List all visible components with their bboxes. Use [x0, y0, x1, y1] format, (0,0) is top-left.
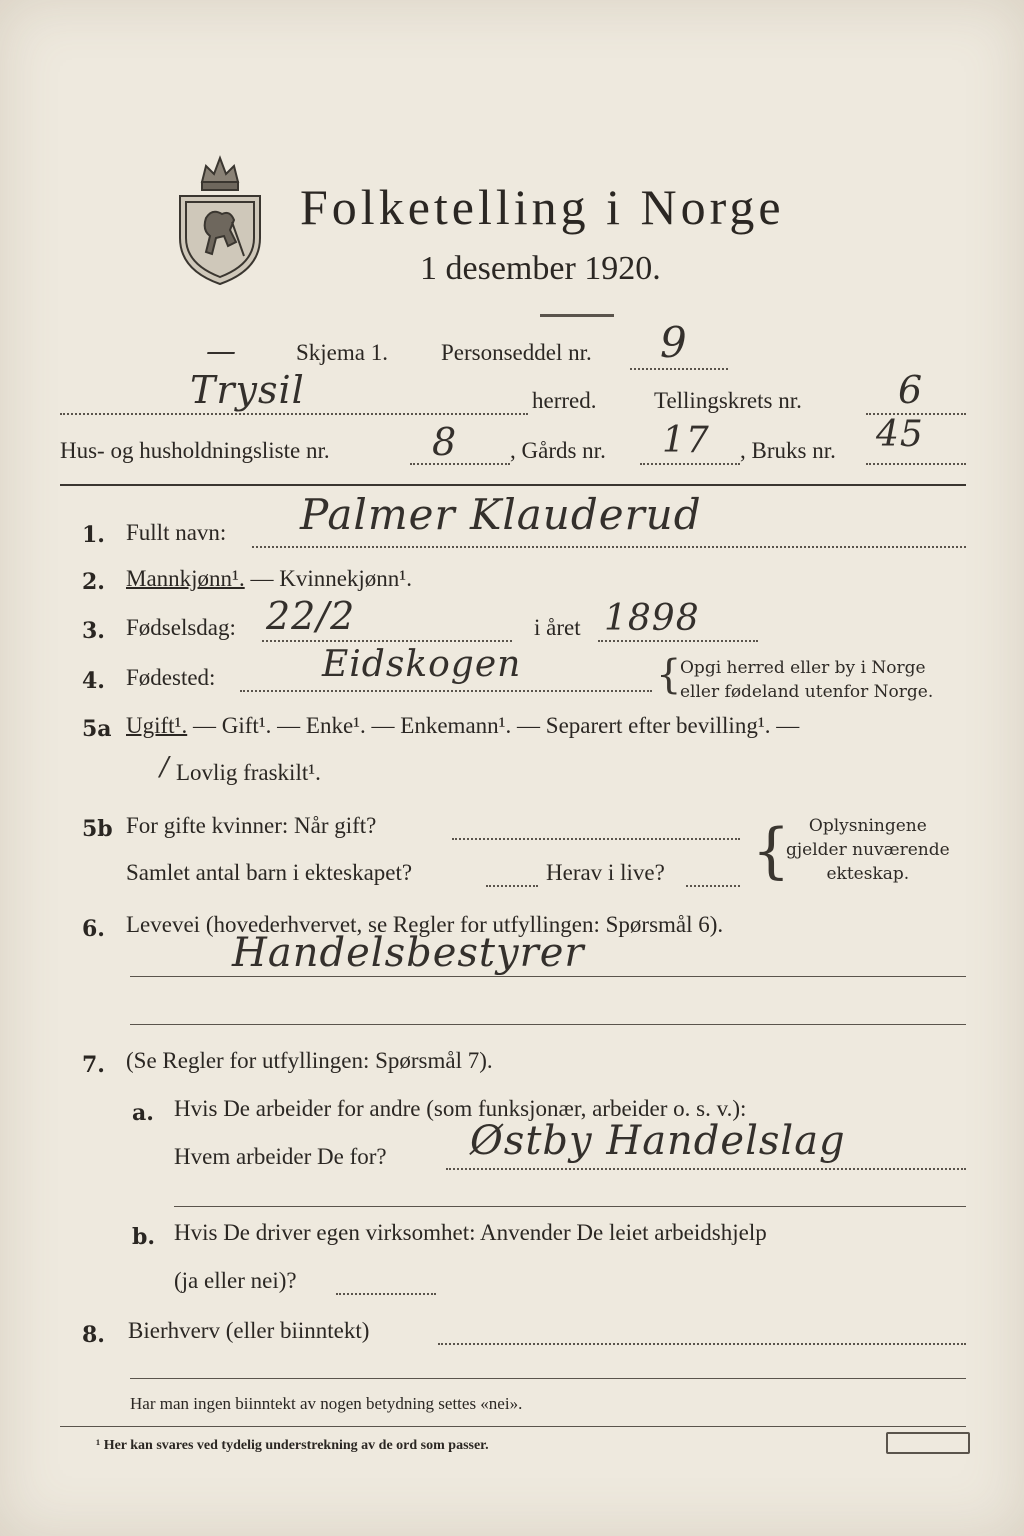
full-name-value[interactable]: Palmer Klauderud [300, 490, 702, 539]
occupation-label: Levevei (hovederhvervet, se Regler for utfyllingen: Spørsmål 6). [126, 912, 724, 937]
children-alive-label: Herav i live? [546, 860, 665, 885]
q6-number: 6. [82, 916, 105, 942]
birthday-label: Fødselsdag: [126, 615, 236, 640]
birthplace-line [240, 690, 652, 692]
handwritten-dash: — [206, 334, 237, 369]
employer-value[interactable]: Østby Handelslag [470, 1118, 846, 1164]
gender-options [126, 566, 412, 592]
occupation-value[interactable]: Handelsbestyrer [232, 930, 585, 976]
gender-separator: — [244, 566, 280, 591]
q7-number: 7. [82, 1052, 105, 1078]
skjema-label: Skjema 1. [296, 340, 388, 365]
married-when-line [452, 838, 740, 840]
hired-help-label: (ja eller nei)? [174, 1268, 297, 1293]
gards-label: , Gårds nr. [510, 438, 606, 463]
employer-line-2 [174, 1206, 966, 1207]
male-option[interactable]: Mannkjønn¹. [126, 566, 245, 591]
title-divider [540, 314, 614, 317]
herred-line [60, 413, 528, 415]
bruks-label: , Bruks nr. [740, 438, 836, 463]
birth-year-line [598, 640, 758, 642]
birthplace-note-brace: { [656, 652, 682, 698]
children-count-label: Samlet antal barn i ekteskapet? [126, 860, 413, 885]
birthplace-label: Fødested: [126, 665, 216, 690]
self-employed-question: Hvis De driver egen virksomhet: Anvender De leiet arbeidshjelp [174, 1220, 767, 1245]
occupation-line-1 [130, 976, 966, 977]
q1-number: 1. [82, 522, 105, 548]
census-date: 1 desember 1920. [420, 250, 661, 287]
marriage-note-line3: ekteskap. [826, 864, 910, 884]
footer-divider [130, 1378, 966, 1379]
footnote: ¹ Her kan svares ved tydelig understrekning av de ord som passer. [96, 1438, 489, 1453]
herred-label: herred. [532, 388, 597, 413]
birthplace-value[interactable]: Eidskogen [322, 644, 522, 685]
gards-line [640, 463, 740, 465]
lovlig-fraskilt-option[interactable]: Lovlig fraskilt¹. [176, 760, 321, 785]
personseddel-value[interactable]: 9 [660, 318, 688, 367]
q7-label: (Se Regler for utfyllingen: Spørsmål 7). [126, 1048, 493, 1073]
birthday-value[interactable]: 22/2 [266, 594, 356, 638]
norway-coat-of-arms-icon [172, 138, 268, 288]
birthday-line [262, 640, 512, 642]
marital-status-options [126, 713, 799, 739]
q5b-number: 5b [82, 816, 113, 842]
occupation-line-2 [130, 1024, 966, 1025]
handwritten-tick: / [160, 752, 170, 782]
children-alive-line [686, 885, 740, 887]
married-when-label: For gifte kvinner: Når gift? [126, 813, 377, 838]
gards-value[interactable]: 17 [662, 420, 710, 461]
husholdningsliste-value[interactable]: 8 [432, 420, 458, 464]
personseddel-line [630, 368, 728, 370]
full-name-line [252, 546, 966, 548]
marriage-note-line1: Oplysningene [808, 816, 927, 836]
marriage-note [786, 814, 950, 886]
bruks-line [866, 463, 966, 465]
side-income-note: Har man ingen biinntekt av nogen betydning settes «nei». [130, 1394, 523, 1413]
husholdningsliste-line [410, 463, 510, 465]
children-count-line [486, 885, 538, 887]
q7a-letter: a. [132, 1100, 154, 1126]
q2-number: 2. [82, 569, 105, 595]
marriage-note-brace: { [752, 816, 791, 886]
personseddel-label: Personseddel nr. [441, 340, 592, 365]
header-divider [60, 484, 966, 486]
marriage-note-line2: gjelder nuværende [786, 840, 950, 860]
employer-question: Hvis De arbeider for andre (som funksjonær, arbeider o. s. v.): [174, 1096, 747, 1121]
printer-stamp [886, 1432, 970, 1454]
hired-help-line [336, 1293, 436, 1295]
ugift-option[interactable]: Ugift¹. [126, 713, 188, 738]
husholdningsliste-label: Hus- og husholdningsliste nr. [60, 438, 330, 463]
q8-number: 8. [82, 1322, 105, 1348]
employer-line [446, 1168, 966, 1170]
employer-label: Hvem arbeider De for? [174, 1144, 387, 1169]
q3-number: 3. [82, 618, 105, 644]
birth-year-value[interactable]: 1898 [604, 598, 700, 639]
other-marital-options[interactable]: — Gift¹. — Enke¹. — Enkemann¹. — Separert efter bevilling¹. — [187, 713, 800, 738]
birthplace-note-line2: eller fødeland utenfor Norge. [680, 682, 934, 702]
female-option[interactable]: Kvinnekjønn¹. [279, 566, 412, 591]
bruks-value[interactable]: 45 [876, 414, 924, 455]
birth-year-label: i året [534, 615, 581, 640]
tellingskrets-value[interactable]: 6 [898, 368, 924, 412]
full-name-label: Fullt navn: [126, 520, 227, 545]
q7b-letter: b. [132, 1224, 156, 1250]
tellingskrets-label: Tellingskrets nr. [654, 388, 802, 413]
form-title: Folketelling i Norge [300, 179, 785, 235]
side-income-label: Bierhverv (eller biinntekt) [128, 1318, 370, 1343]
side-income-line [438, 1343, 966, 1345]
q4-number: 4. [82, 668, 105, 694]
q5a-number: 5a [82, 716, 112, 742]
birthplace-note [680, 656, 933, 704]
birthplace-note-line1: Opgi herred eller by i Norge [680, 658, 926, 678]
footnote-divider [60, 1426, 966, 1427]
herred-value[interactable]: Trysil [190, 368, 305, 412]
